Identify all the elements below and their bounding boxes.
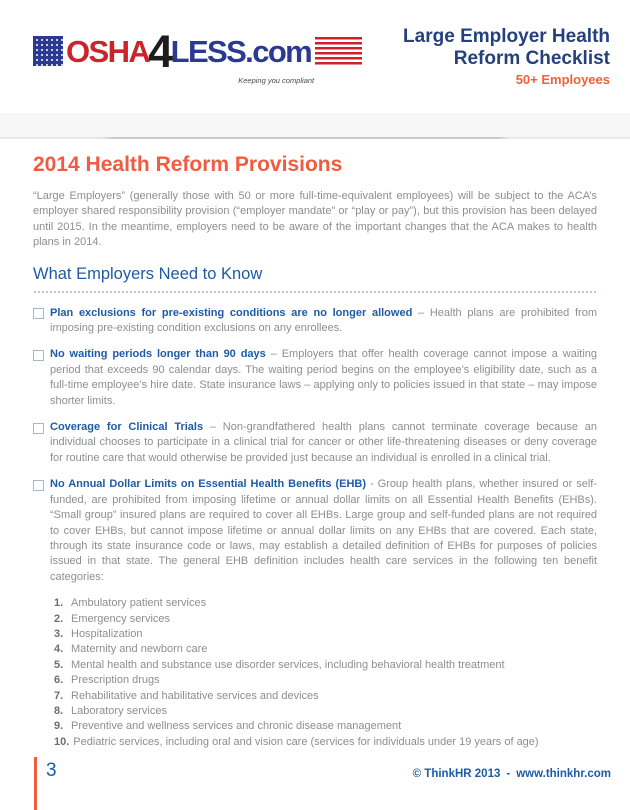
- list-item-number: 5.: [54, 658, 64, 671]
- list-item-number: 2.: [54, 612, 64, 625]
- checklist-item-title: No waiting periods longer than 90 days: [50, 348, 266, 361]
- logo-tagline: Keeping you compliant: [238, 75, 315, 85]
- list-item-text: Laboratory services: [71, 704, 167, 717]
- checklist-item: [33, 306, 597, 337]
- logo-wordmark: [66, 25, 312, 77]
- page-number-accent-bar: [34, 757, 37, 810]
- list-item: [54, 689, 597, 704]
- flag-stripes-icon: [315, 37, 362, 65]
- page-top-shadow: [0, 113, 630, 139]
- list-item: [54, 704, 597, 719]
- list-item-number: 4.: [54, 643, 64, 656]
- checkbox-icon: [33, 308, 44, 319]
- list-item-number: 8.: [54, 704, 64, 717]
- list-item: [54, 642, 597, 657]
- document-title-line1: Large Employer Health: [403, 26, 610, 47]
- logo-text-four: 4: [148, 25, 172, 77]
- flag-canton-icon: [33, 36, 63, 66]
- list-item: [54, 735, 597, 750]
- copyright-text: © ThinkHR 2013: [412, 768, 501, 780]
- document-subtitle: 50+ Employees: [515, 72, 610, 87]
- list-item: [54, 612, 597, 627]
- list-item-text: Ambulatory patient services: [71, 597, 207, 610]
- list-item-text: Hospitalization: [71, 627, 143, 640]
- checklist-item-title: Plan exclusions for pre-existing conditions are no longer allowed: [50, 306, 413, 319]
- website-link[interactable]: www.thinkhr.com: [516, 768, 611, 780]
- checklist-item: [33, 347, 597, 409]
- dotted-divider: [33, 291, 597, 293]
- list-item-text: Emergency services: [71, 612, 171, 625]
- checklist-item-body: – Non-grandfathered health plans cannot terminate coverage because an individual chooses to participate in a clinical trial for cancer or other life-threatening diseases or deny coverage for routine care that would otherwise be provided just because an individual is enrolled in a clinical trial.: [50, 421, 597, 464]
- checklist-item-title: Coverage for Clinical Trials: [50, 421, 204, 434]
- logo-text-osha: OSHA: [66, 33, 150, 69]
- checklist-item-body: – Employers that offer health coverage cannot impose a waiting period that exceeds 90 calendar days. The waiting period begins on the employee’s eligibility date, such as a full-time employee’s hire date. State insurance laws – applying only to policies issued in that state – may impose shorter limits.: [50, 348, 598, 407]
- document-title-line2: Reform Checklist: [453, 48, 610, 69]
- osha4less-logo: [33, 25, 362, 85]
- checkbox-icon: [33, 423, 44, 434]
- list-item: [54, 658, 597, 673]
- checklist-item-body: – Health plans are prohibited from imposing pre-existing condition exclusions on any enrollees.: [50, 306, 597, 335]
- footer-credit: [413, 768, 611, 780]
- list-item-number: 1.: [54, 597, 64, 610]
- checklist-item: [33, 420, 597, 466]
- list-item-text: Preventive and wellness services and chronic disease management: [71, 720, 402, 733]
- list-item-number: 3.: [54, 627, 64, 640]
- checklist-item-title: No Annual Dollar Limits on Essential Health Benefits (EHB): [50, 478, 367, 491]
- document-page: [0, 139, 630, 750]
- list-item-text: Mental health and substance use disorder services, including behavioral health treatment: [71, 658, 505, 671]
- footer: [0, 755, 630, 810]
- checklist-item: [33, 477, 597, 585]
- checkbox-icon: [33, 480, 44, 491]
- footer-separator: -: [506, 768, 511, 780]
- subsection-title: What Employers Need to Know: [33, 264, 263, 283]
- checklist-item-body: - Group health plans, whether insured or self-funded, are prohibited from imposing lifetime or annual dollar limits on all Essential Health Benefits (EHBs). “Small group” insured plans are required to cover all EHBs. Large group and self-funded plans are not required to cover EHBs, but cannot impose lifetime or annual dollar limits on any EHBs that are covered. Each state, through its state insurance code or laws, may establish a detailed definition of EHBs for purposes of policies issued in that state. The general EHB definition includes health care services in the following ten benefit categories:: [50, 478, 597, 583]
- list-item-text: Pediatric services, including oral and vision care (services for individuals under 19 years of age): [73, 735, 539, 748]
- logo-text-less: LESS.com: [170, 33, 312, 69]
- document-title-block: [403, 26, 610, 87]
- list-item: [54, 719, 597, 734]
- list-item-number: 10.: [54, 735, 70, 748]
- list-item-text: Maternity and newborn care: [71, 643, 208, 656]
- list-item-number: 9.: [54, 720, 64, 733]
- list-item-text: Rehabilitative and habilitative services and devices: [71, 689, 319, 702]
- checkbox-icon: [33, 350, 44, 361]
- page-number: 3: [46, 760, 57, 781]
- list-item: [54, 627, 597, 642]
- header: [0, 0, 630, 113]
- benefit-categories-list: [54, 596, 597, 750]
- list-item: [54, 673, 597, 688]
- list-item-number: 7.: [54, 689, 64, 702]
- intro-paragraph: “Large Employers” (generally those with 50 or more full-time-equivalent employees) will be subject to the ACA’s employer shared responsibility provision (“employer mandate” or “play or pay”), but this provision has been delayed until 2015. In the meantime, employers need to be aware of the important changes that the ACA makes to health plans in 2014.: [33, 190, 597, 249]
- list-item: [54, 596, 597, 611]
- list-item-text: Prescription drugs: [71, 674, 160, 687]
- section-title: 2014 Health Reform Provisions: [33, 153, 343, 176]
- list-item-number: 6.: [54, 674, 64, 687]
